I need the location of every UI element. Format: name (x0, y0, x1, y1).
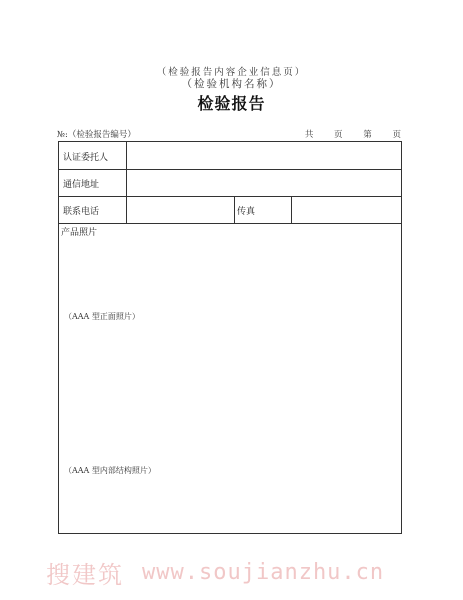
page-unit-total: 页 (334, 130, 346, 140)
product-photo-label: 产品照片 (61, 228, 98, 238)
report-title: 检验报告 (197, 94, 266, 113)
header-info-page-note: （检验报告内容企业信息页） (156, 67, 307, 78)
report-form-table (58, 141, 402, 534)
page-unit-current: 页 (392, 130, 404, 140)
watermark-url: www.soujianzhu.cn (142, 559, 385, 585)
header-institution-name: （检验机构名称） (181, 78, 282, 90)
client-label: 认证委托人 (63, 153, 109, 163)
address-label: 通信地址 (63, 180, 100, 190)
report-number: №:（检验报告编号） (57, 130, 136, 140)
row-divider (59, 196, 401, 197)
phone-fax-divider (234, 196, 235, 223)
fax-label: 传真 (237, 207, 256, 217)
row-divider (59, 223, 401, 224)
current-label: 第 (363, 130, 375, 140)
phone-label: 联系电话 (63, 207, 100, 217)
watermark (46, 556, 446, 588)
front-photo-caption: （AAA 型正面照片） (64, 312, 140, 321)
inner-structure-photo-caption: （AAA 型内部结构照片） (64, 466, 156, 475)
fax-value-divider (291, 196, 292, 223)
report-meta-row (57, 128, 404, 140)
row-divider (59, 169, 401, 170)
label-column-divider (126, 142, 127, 223)
watermark-brand: 搜建筑 (46, 560, 124, 589)
page-count (293, 128, 404, 140)
total-label: 共 (304, 130, 317, 140)
